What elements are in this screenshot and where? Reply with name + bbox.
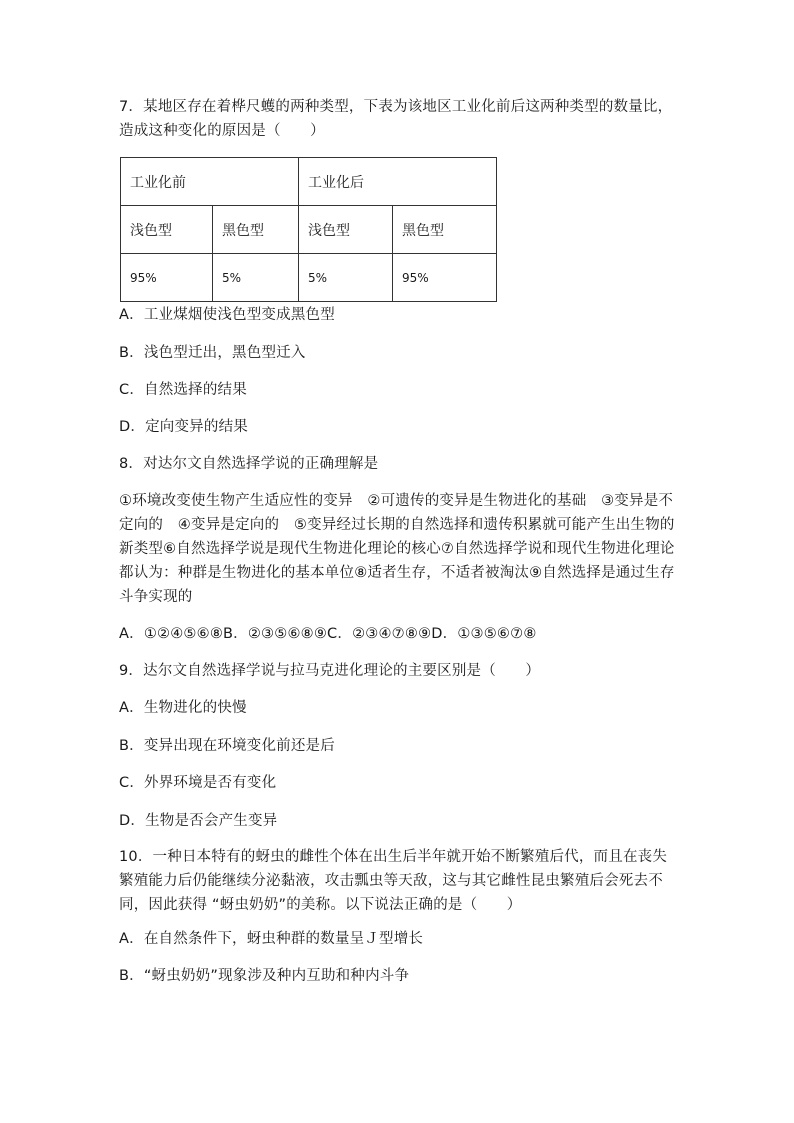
q7-stem-line2: 造成这种变化的原因是（ ） bbox=[119, 123, 325, 139]
table-cell: 5% bbox=[213, 254, 299, 302]
q9-stem: 9．达尔文自然选择学说与拉马克进化理论的主要区别是（ ） bbox=[119, 663, 541, 679]
table-subheader: 黑色型 bbox=[213, 206, 299, 254]
table-row bbox=[121, 254, 497, 302]
q8-statements: ①环境改变使生物产生适应性的变异 ②可遗传的变异是生物进化的基础 ③变异是不定向的 ④变异是定向的 ⑤变异经过长期的自然选择和遗传积累就可能产生出生物的新类型⑥自然选择学说是现代生物进化理论的核心⑦自然选择学说和现代生物进化理论都认为：种群是生物进化的基本单位⑧适者生存，不适者被淘汰⑨自然选择是通过生存斗争实现的 bbox=[119, 493, 675, 605]
q7-option-c: C．自然选择的结果 bbox=[119, 382, 247, 398]
table-row bbox=[121, 206, 497, 254]
q10-stem: 10．一种日本特有的蚜虫的雌性个体在出生后半年就开始不断繁殖后代，而且在丧失繁殖能力后仍能继续分泌黏液，攻击瓢虫等天敌，这与其它雌性昆虫繁殖后会死去不同，因此获得 “蚜虫奶奶”的美称。以下说法正确的是（ ） bbox=[119, 849, 668, 913]
table-cell: 5% bbox=[299, 254, 393, 302]
q10-option-a: A．在自然条件下，蚜虫种群的数量呈Ｊ型增长 bbox=[119, 931, 424, 947]
q8-stem: 8．对达尔文自然选择学说的正确理解是 bbox=[119, 456, 379, 472]
q8-options: A．①②④⑤⑥⑧B．②③⑤⑥⑧⑨C．②③④⑦⑧⑨D．①③⑤⑥⑦⑧ bbox=[119, 626, 537, 642]
table-header-before: 工业化前 bbox=[121, 158, 299, 206]
q9-option-a: A．生物进化的快慢 bbox=[119, 700, 247, 716]
table-header-after: 工业化后 bbox=[299, 158, 497, 206]
q9-option-c: C．外界环境是否有变化 bbox=[119, 775, 277, 791]
q7-option-b: B．浅色型迁出，黑色型迁入 bbox=[119, 345, 306, 361]
q7-option-d: D．定向变异的结果 bbox=[119, 419, 248, 435]
q9-option-b: B．变异出现在环境变化前还是后 bbox=[119, 738, 335, 754]
table-subheader: 浅色型 bbox=[121, 206, 213, 254]
q7-stem-line1: 7．某地区存在着桦尺蠖的两种类型，下表为该地区工业化前后这两种类型的数量比， bbox=[119, 99, 673, 115]
table-subheader: 黑色型 bbox=[393, 206, 497, 254]
q7-data-table bbox=[120, 157, 497, 302]
table-subheader: 浅色型 bbox=[299, 206, 393, 254]
q9-option-d: D．生物是否会产生变异 bbox=[119, 813, 278, 829]
table-row bbox=[121, 158, 497, 206]
table-cell: 95% bbox=[121, 254, 213, 302]
q10-option-b: B．“蚜虫奶奶”现象涉及种内互助和种内斗争 bbox=[119, 968, 410, 984]
table-cell: 95% bbox=[393, 254, 497, 302]
q7-option-a: A．工业煤烟使浅色型变成黑色型 bbox=[119, 307, 335, 323]
